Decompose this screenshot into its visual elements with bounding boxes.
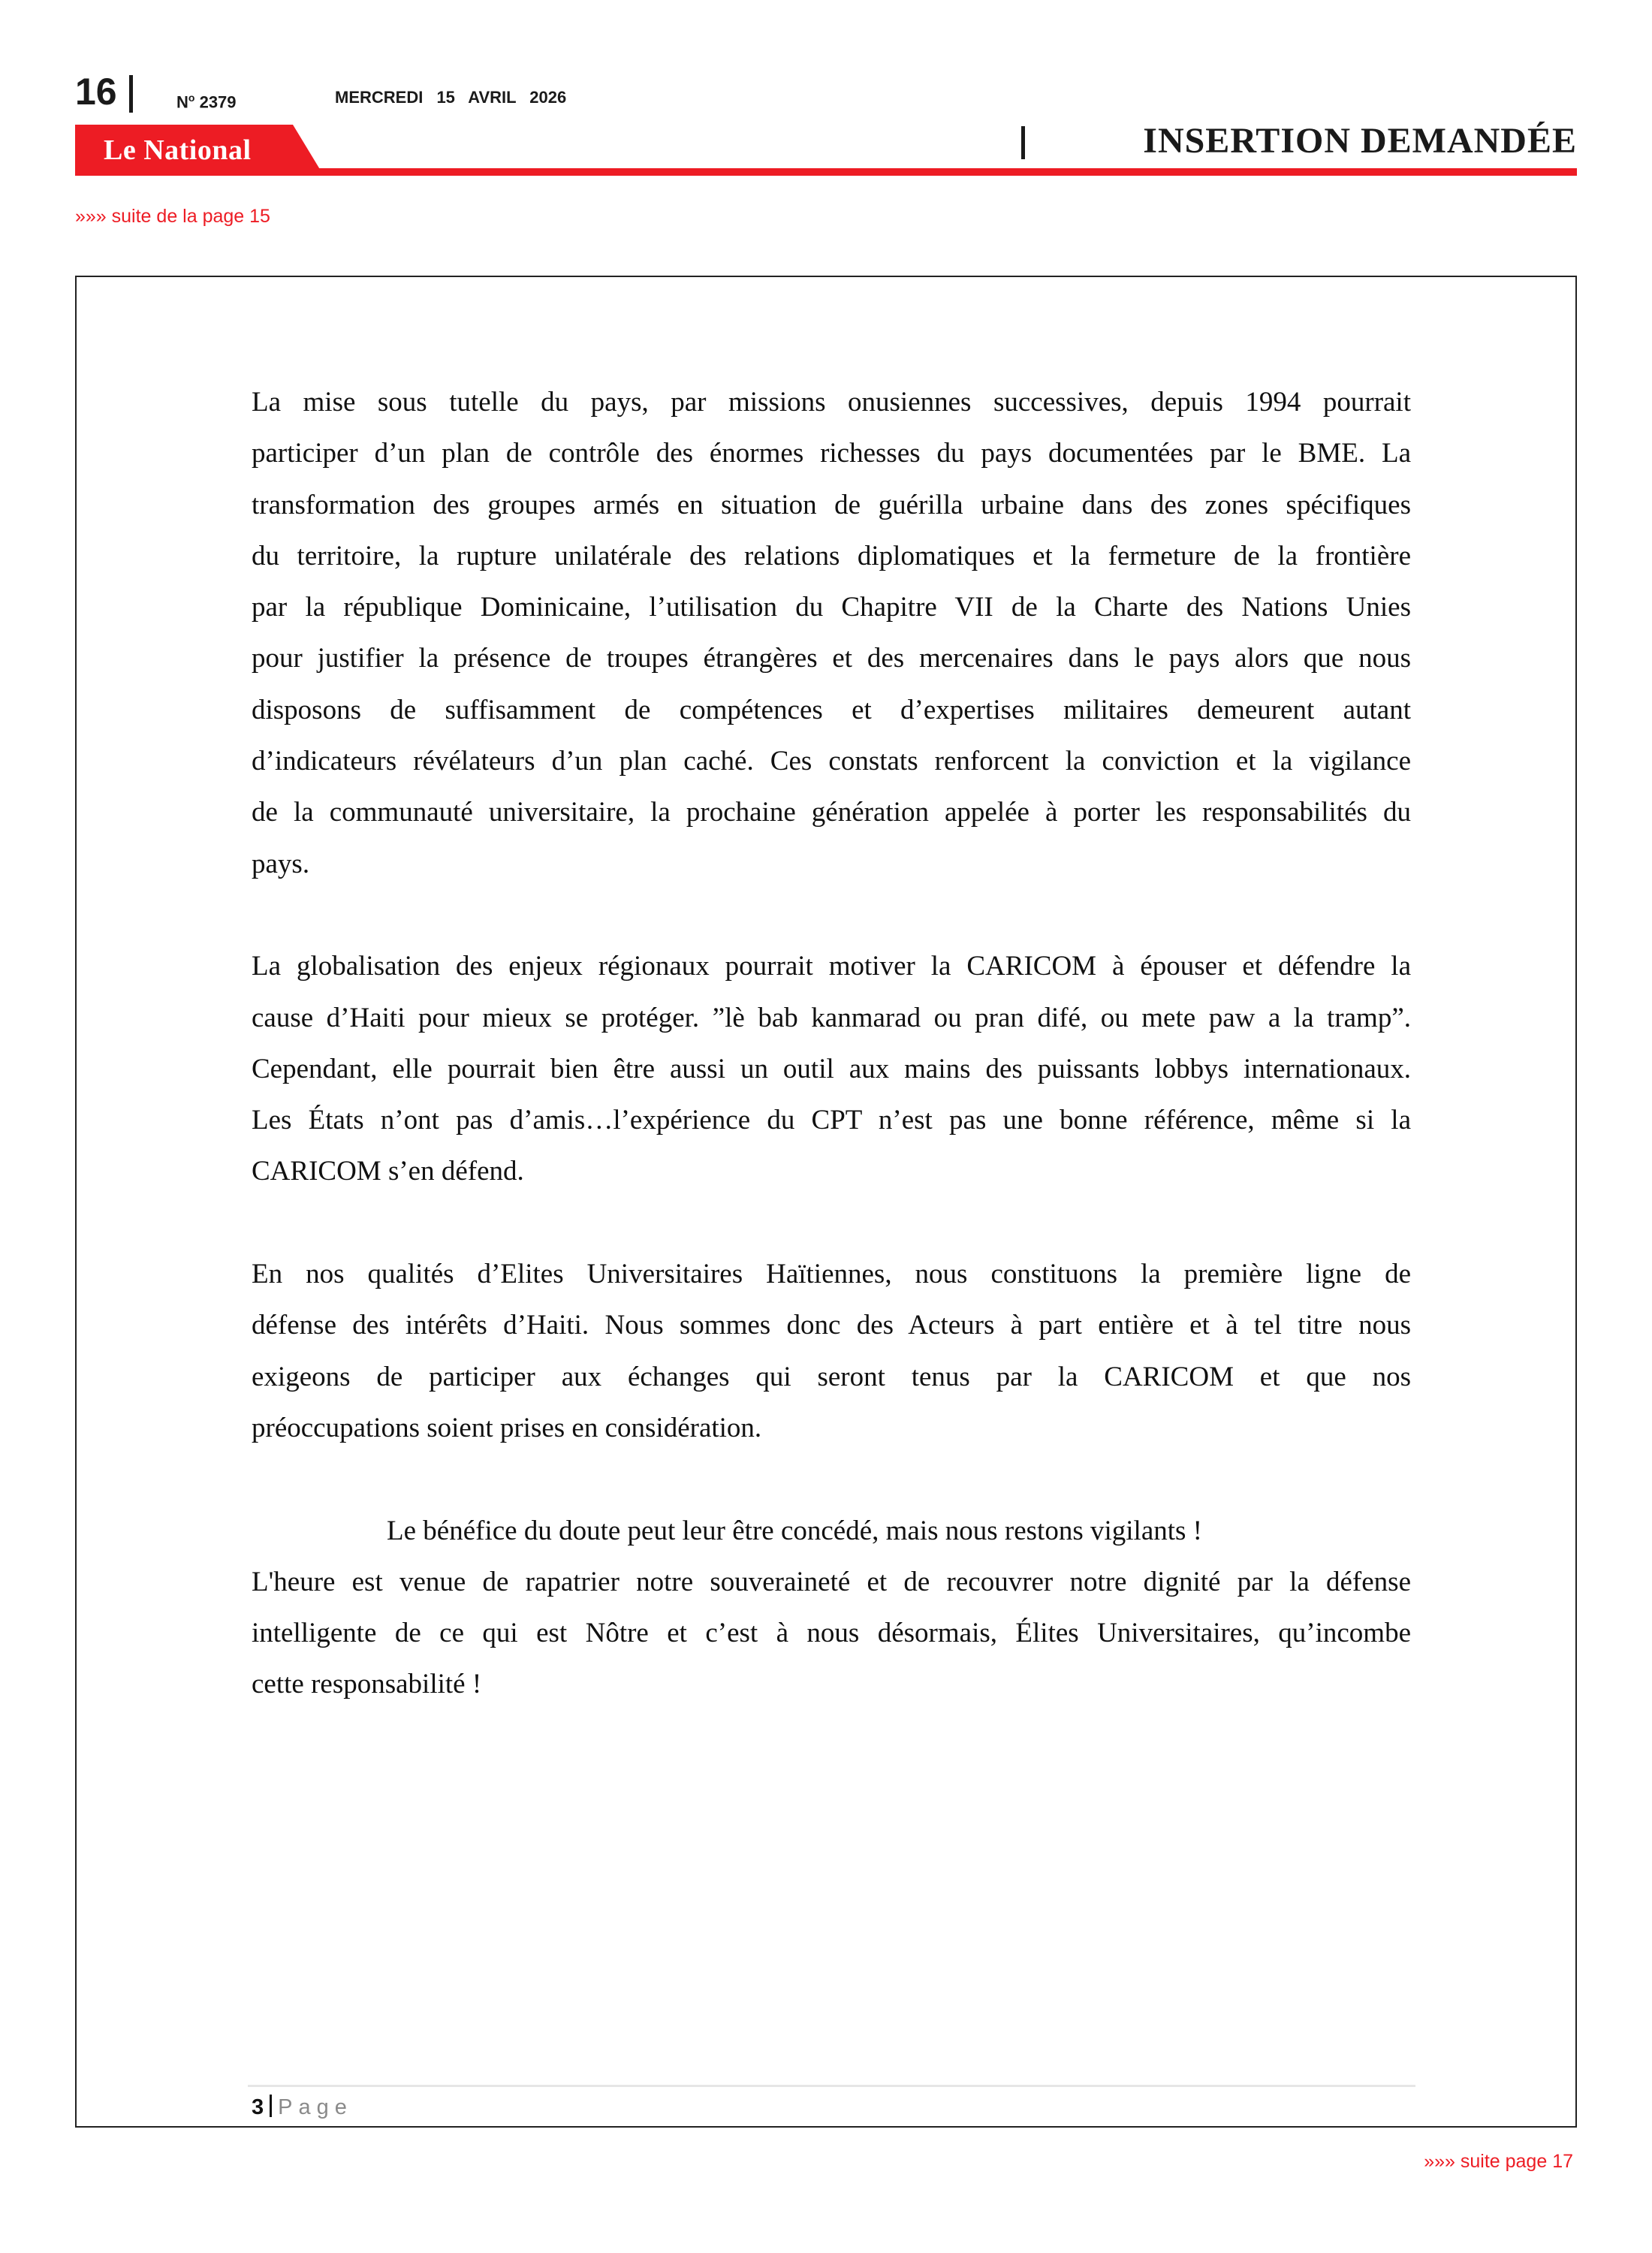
section-title: INSERTION DEMANDÉE bbox=[1143, 121, 1577, 161]
text-line: participer d’un plan de contrôle des énormes richesses du pays documentées par le BME. La bbox=[252, 438, 1411, 469]
issue-value: 2379 bbox=[199, 92, 237, 112]
continued-from-link[interactable]: »»» suite de la page 15 bbox=[75, 206, 270, 227]
publication-logo: Le National bbox=[104, 134, 252, 166]
issue-date: MERCREDI 15 AVRIL 2026 bbox=[335, 88, 567, 107]
text-line: cette responsabilité ! bbox=[252, 1669, 482, 1700]
divider bbox=[129, 75, 133, 113]
text-line: disposons de suffisamment de compétences et d’expertises militaires demeurent autant bbox=[252, 694, 1411, 725]
text-line: transformation des groupes armés en situation de guérilla urbaine dans des zones spécifiques bbox=[252, 489, 1411, 520]
paragraph-5 bbox=[252, 1557, 1411, 1711]
document-page-footer bbox=[252, 2092, 353, 2122]
paragraph-2 bbox=[252, 941, 1411, 1197]
text-line: de la communauté universitaire, la prochaine génération appelée à porter les responsabilités du bbox=[252, 797, 1411, 828]
text-line: préoccupations soient prises en considération. bbox=[252, 1412, 762, 1443]
text-line: du territoire, la rupture unilatérale des relations diplomatiques et la fermeture de la frontière bbox=[252, 540, 1411, 572]
header-rule bbox=[75, 168, 1577, 176]
document-page-number: 3 bbox=[252, 2095, 264, 2119]
text-line: cause d’Haiti pour mieux se protéger. ”lè bab kanmarad ou pran difé, ou mete paw a la tramp”. bbox=[252, 1002, 1411, 1033]
article-body bbox=[252, 377, 1411, 1711]
text-line: pays. bbox=[252, 848, 310, 879]
issue-label: N bbox=[176, 92, 188, 112]
issue-sup: o bbox=[188, 92, 195, 104]
text-line: par la république Dominicaine, l’utilisation du Chapitre VII de la Charte des Nations Unies bbox=[252, 592, 1411, 623]
page-number: 16 bbox=[75, 71, 117, 113]
text-line: pour justifier la présence de troupes étrangères et des mercenaires dans le pays alors que nous bbox=[252, 643, 1411, 674]
text-line: En nos qualités d’Elites Universitaires Haïtiennes, nous constituons la première ligne de bbox=[252, 1259, 1411, 1290]
text-line: d’indicateurs révélateurs d’un plan caché. Ces constats renforcent la conviction et la vigilance bbox=[252, 746, 1411, 777]
closing-statement: Le bénéfice du doute peut leur être concédé, mais nous restons vigilants ! bbox=[387, 1515, 1202, 1546]
text-line: La globalisation des enjeux régionaux pourrait motiver la CARICOM à épouser et défendre la bbox=[252, 951, 1411, 982]
issue-number bbox=[176, 86, 237, 113]
text-line: intelligente de ce qui est Nôtre et c’est à nous désormais, Élites Universitaires, qu’incombe bbox=[252, 1618, 1411, 1649]
footer-rule bbox=[248, 2085, 1415, 2087]
text-line: L'heure est venue de rapatrier notre souveraineté et de recouvrer notre dignité par la défense bbox=[252, 1566, 1411, 1597]
text-line: CARICOM s’en défend. bbox=[252, 1156, 524, 1187]
page-label: Page bbox=[278, 2095, 353, 2119]
text-line: Les États n’ont pas d’amis…l’expérience du CPT n’est pas une bonne référence, même si la bbox=[252, 1105, 1411, 1136]
text-line: exigeons de participer aux échanges qui seront tenus par la CARICOM et que nos bbox=[252, 1361, 1411, 1392]
paragraph-1 bbox=[252, 377, 1411, 890]
divider bbox=[1021, 126, 1025, 159]
text-line: Cependant, elle pourrait bien être aussi un outil aux mains des puissants lobbys internationaux. bbox=[252, 1053, 1411, 1084]
text-line: défense des intérêts d’Haiti. Nous sommes donc des Acteurs à part entière et à tel titre nous bbox=[252, 1310, 1411, 1341]
divider bbox=[270, 2095, 272, 2117]
continued-to-link[interactable]: »»» suite page 17 bbox=[1424, 2151, 1573, 2172]
paragraph-3 bbox=[252, 1249, 1411, 1454]
text-line: La mise sous tutelle du pays, par missions onusiennes successives, depuis 1994 pourrait bbox=[252, 387, 1411, 418]
